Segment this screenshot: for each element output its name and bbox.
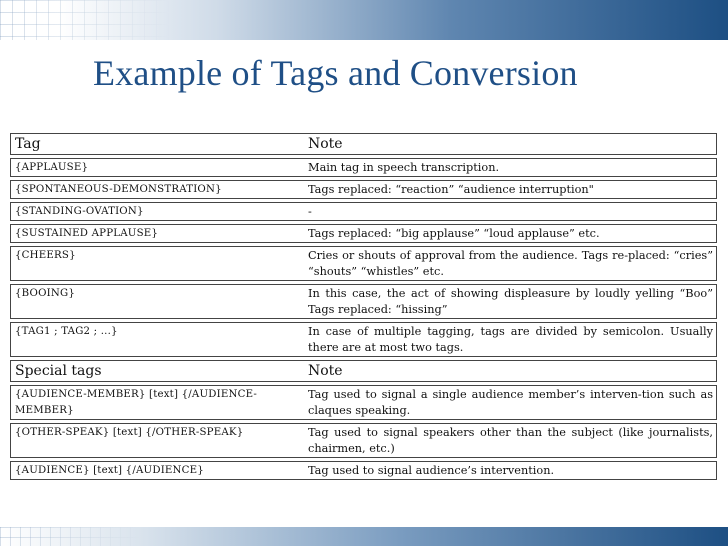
note-cell: Tags replaced: “reaction” “audience interruption" xyxy=(304,180,717,199)
tags-table xyxy=(10,130,717,483)
column-header-note: Note xyxy=(304,133,717,155)
note-cell: Main tag in speech transcription. xyxy=(304,158,717,177)
tag-cell: {OTHER-SPEAK} [text] {/OTHER-SPEAK} xyxy=(10,423,304,458)
special-header-row xyxy=(10,360,717,382)
table-row xyxy=(10,246,717,281)
note-cell: Cries or shouts of approval from the audience. Tags re-placed: “cries” “shouts” “whistles” etc. xyxy=(304,246,717,281)
slide-title: Example of Tags and Conversion xyxy=(93,53,578,93)
tag-cell: {APPLAUSE} xyxy=(10,158,304,177)
bottom-grid-pattern xyxy=(0,527,140,546)
note-cell: Tag used to signal audience’s intervention. xyxy=(304,461,717,480)
table-row xyxy=(10,180,717,199)
table-row xyxy=(10,202,717,221)
tag-cell: {SUSTAINED APPLAUSE} xyxy=(10,224,304,243)
tag-cell: {AUDIENCE} [text] {/AUDIENCE} xyxy=(10,461,304,480)
table-row xyxy=(10,224,717,243)
note-cell: - xyxy=(304,202,717,221)
note-cell: In this case, the act of showing displeasure by loudly yelling “Boo” Tags replaced: “hissing” xyxy=(304,284,717,319)
tag-cell: {TAG1 ; TAG2 ; ...} xyxy=(10,322,304,357)
table-row xyxy=(10,461,717,480)
table-row xyxy=(10,423,717,458)
table-row xyxy=(10,385,717,420)
tag-cell: {AUDIENCE-MEMBER} [text] {/AUDIENCE-MEMBER} xyxy=(10,385,304,420)
note-cell: Tag used to signal speakers other than the subject (like journalists, chairmen, etc.) xyxy=(304,423,717,458)
tag-cell: {SPONTANEOUS-DEMONSTRATION} xyxy=(10,180,304,199)
column-header-special-note: Note xyxy=(304,360,717,382)
tag-cell: {STANDING-OVATION} xyxy=(10,202,304,221)
column-header-tag: Tag xyxy=(10,133,304,155)
top-grid-pattern xyxy=(0,0,170,40)
note-cell: In case of multiple tagging, tags are divided by semicolon. Usually there are at most two tags. xyxy=(304,322,717,357)
tag-cell: {BOOING} xyxy=(10,284,304,319)
table-row xyxy=(10,158,717,177)
table-row xyxy=(10,322,717,357)
tag-cell: {CHEERS} xyxy=(10,246,304,281)
note-cell: Tags replaced: “big applause” “loud applause” etc. xyxy=(304,224,717,243)
column-header-special-tags: Special tags xyxy=(10,360,304,382)
note-cell: Tag used to signal a single audience member’s interven-tion such as claques speaking. xyxy=(304,385,717,420)
table-row xyxy=(10,284,717,319)
table-header-row xyxy=(10,133,717,155)
